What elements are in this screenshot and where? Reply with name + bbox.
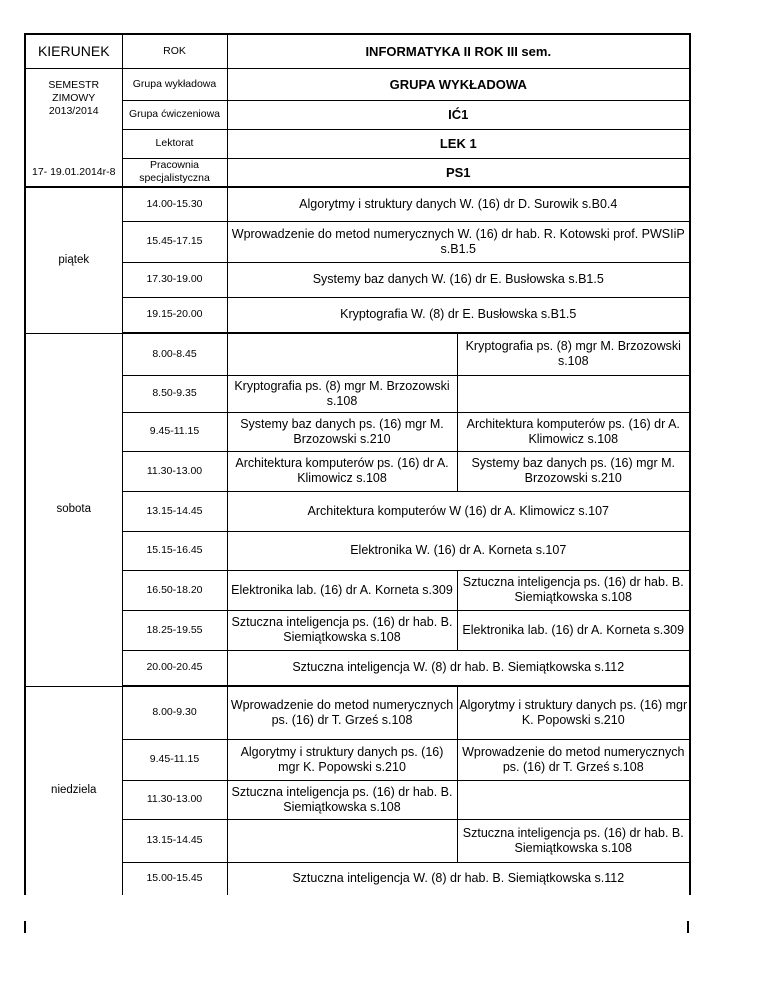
dates-label: 17- 19.01.2014r-8 <box>25 158 122 187</box>
class-entry: Sztuczna inteligencja ps. (16) dr hab. B. Siemiątkowska s.108 <box>457 570 690 610</box>
class-entry: Sztuczna inteligencja W. (8) dr hab. B. Siemiątkowska s.112 <box>227 650 690 686</box>
time-slot: 8.00-9.30 <box>122 686 227 739</box>
class-entry: Algorytmy i struktury danych W. (16) dr D. Surowik s.B0.4 <box>227 187 690 221</box>
time-slot: 17.30-19.00 <box>122 262 227 297</box>
class-entry <box>457 375 690 412</box>
class-entry: Kryptografia ps. (8) mgr M. Brzozowski s.108 <box>227 375 457 412</box>
time-slot: 15.00-15.45 <box>122 862 227 895</box>
day-label-niedziela: niedziela <box>25 686 122 895</box>
class-entry: Sztuczna inteligencja W. (8) dr hab. B. Siemiątkowska s.112 <box>227 862 690 895</box>
table-row <box>25 333 690 375</box>
class-entry: Architektura komputerów ps. (16) dr A. Klimowicz s.108 <box>227 451 457 491</box>
time-slot: 8.00-8.45 <box>122 333 227 375</box>
table-row <box>25 375 690 412</box>
table-row <box>25 491 690 531</box>
time-slot: 20.00-20.45 <box>122 650 227 686</box>
table-row <box>25 531 690 570</box>
class-entry: Sztuczna inteligencja ps. (16) dr hab. B. Siemiątkowska s.108 <box>227 610 457 650</box>
class-entry <box>227 333 457 375</box>
class-entry <box>457 780 690 819</box>
class-entry: Systemy baz danych ps. (16) mgr M. Brzozowski s.210 <box>457 451 690 491</box>
time-slot: 11.30-13.00 <box>122 451 227 491</box>
table-row <box>25 862 690 895</box>
rok-value: INFORMATYKA II ROK III sem. <box>227 34 690 68</box>
time-slot: 15.45-17.15 <box>122 221 227 262</box>
day-label-piatek: piątek <box>25 187 122 333</box>
time-slot: 13.15-14.45 <box>122 491 227 531</box>
time-slot: 14.00-15.30 <box>122 187 227 221</box>
class-entry: Architektura komputerów ps. (16) dr A. Klimowicz s.108 <box>457 412 690 451</box>
class-entry: Systemy baz danych W. (16) dr E. Busłowska s.B1.5 <box>227 262 690 297</box>
table-row <box>25 187 690 221</box>
semester-label: SEMESTR ZIMOWY 2013/2014 <box>25 68 122 129</box>
header-row-lektorat <box>25 129 690 158</box>
class-entry: Elektronika lab. (16) dr A. Korneta s.309 <box>457 610 690 650</box>
grupa-cwiczeniowa-value: IĆ1 <box>227 100 690 129</box>
class-entry: Algorytmy i struktury danych ps. (16) mgr K. Popowski s.210 <box>227 739 457 780</box>
header-row-pracownia <box>25 158 690 187</box>
class-entry: Elektronika W. (16) dr A. Korneta s.107 <box>227 531 690 570</box>
lektorat-label: Lektorat <box>122 129 227 158</box>
table-left-edge <box>24 921 26 933</box>
time-slot: 9.45-11.15 <box>122 739 227 780</box>
time-slot: 15.15-16.45 <box>122 531 227 570</box>
class-entry: Architektura komputerów W (16) dr A. Klimowicz s.107 <box>227 491 690 531</box>
header-row-grupa-wyk <box>25 68 690 100</box>
time-slot: 19.15-20.00 <box>122 297 227 333</box>
table-row <box>25 780 690 819</box>
pracownia-label: Pracownia specjalistyczna <box>122 158 227 187</box>
class-entry: Systemy baz danych ps. (16) mgr M. Brzozowski s.210 <box>227 412 457 451</box>
table-row <box>25 451 690 491</box>
class-entry <box>227 819 457 862</box>
time-slot: 13.15-14.45 <box>122 819 227 862</box>
time-slot: 8.50-9.35 <box>122 375 227 412</box>
table-row <box>25 739 690 780</box>
table-row <box>25 262 690 297</box>
class-entry: Wprowadzenie do metod numerycznych ps. (16) dr T. Grześ s.108 <box>227 686 457 739</box>
table-row <box>25 297 690 333</box>
time-slot: 18.25-19.55 <box>122 610 227 650</box>
class-entry: Kryptografia W. (8) dr E. Busłowska s.B1.5 <box>227 297 690 333</box>
lektorat-value: LEK 1 <box>227 129 690 158</box>
grupa-wykladowa-value: GRUPA WYKŁADOWA <box>227 68 690 100</box>
class-entry: Sztuczna inteligencja ps. (16) dr hab. B. Siemiątkowska s.108 <box>227 780 457 819</box>
table-row <box>25 610 690 650</box>
header-row-rok <box>25 34 690 68</box>
class-entry: Wprowadzenie do metod numerycznych W. (16) dr hab. R. Kotowski prof. PWSIiP s.B1.5 <box>227 221 690 262</box>
table-row <box>25 650 690 686</box>
class-entry: Kryptografia ps. (8) mgr M. Brzozowski s.108 <box>457 333 690 375</box>
rok-label: ROK <box>122 34 227 68</box>
day-label-sobota: sobota <box>25 333 122 686</box>
pracownia-value: PS1 <box>227 158 690 187</box>
header-row-grupa-cw <box>25 100 690 129</box>
header-blank <box>25 129 122 158</box>
class-entry: Elektronika lab. (16) dr A. Korneta s.309 <box>227 570 457 610</box>
time-slot: 11.30-13.00 <box>122 780 227 819</box>
kierunek-label: KIERUNEK <box>25 34 122 68</box>
grupa-cwiczeniowa-label: Grupa ćwiczeniowa <box>122 100 227 129</box>
table-row <box>25 819 690 862</box>
time-slot: 9.45-11.15 <box>122 412 227 451</box>
class-entry: Wprowadzenie do metod numerycznych ps. (16) dr T. Grześ s.108 <box>457 739 690 780</box>
class-entry: Sztuczna inteligencja ps. (16) dr hab. B. Siemiątkowska s.108 <box>457 819 690 862</box>
grupa-wykladowa-label: Grupa wykładowa <box>122 68 227 100</box>
table-row <box>25 686 690 739</box>
table-right-edge <box>687 921 689 933</box>
time-slot: 16.50-18.20 <box>122 570 227 610</box>
class-entry: Algorytmy i struktury danych ps. (16) mgr K. Popowski s.210 <box>457 686 690 739</box>
table-row <box>25 570 690 610</box>
schedule-table <box>24 33 691 895</box>
table-row <box>25 221 690 262</box>
table-row <box>25 412 690 451</box>
